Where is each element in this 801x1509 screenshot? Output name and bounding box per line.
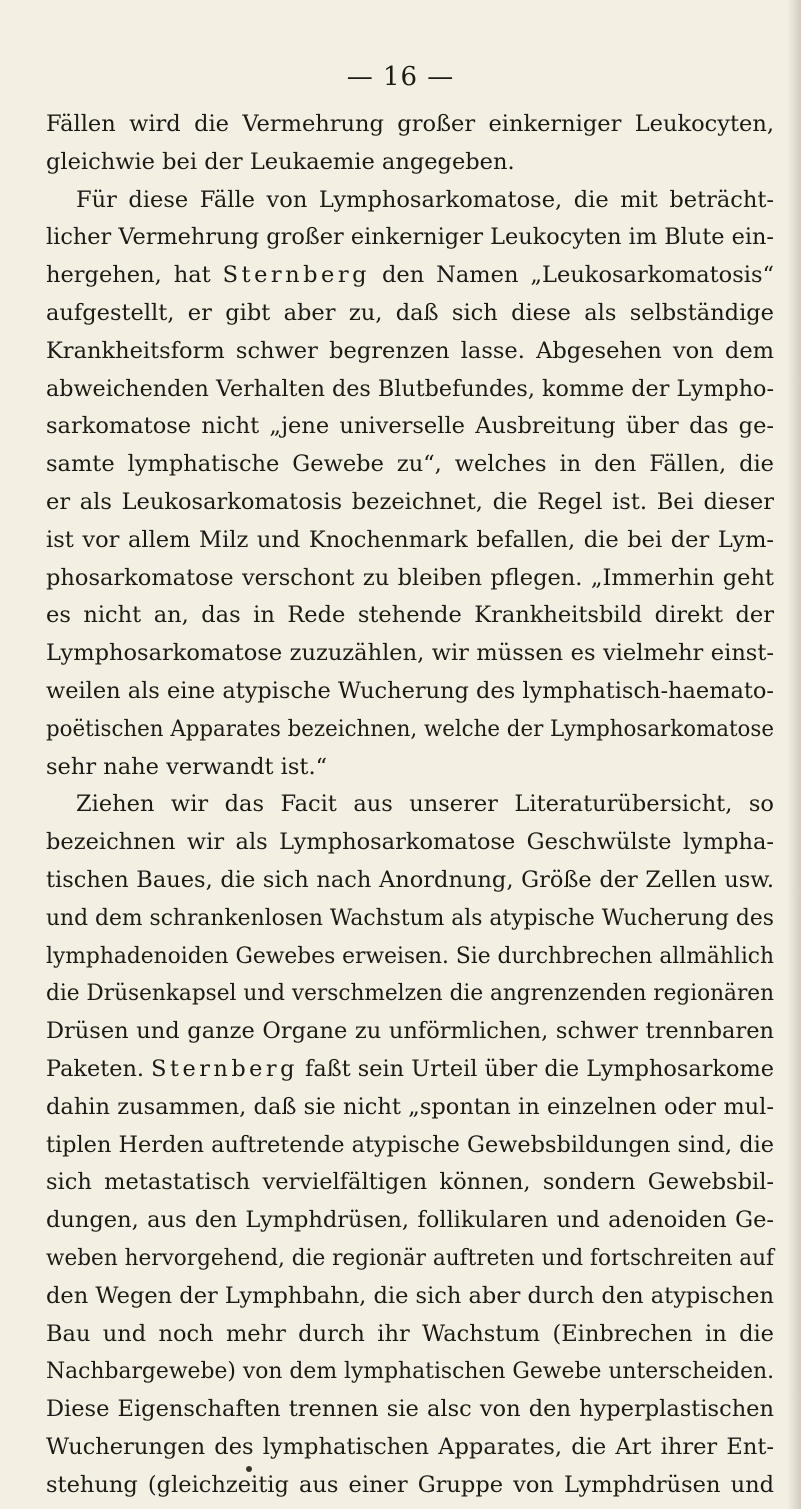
text-line: aufgestellt, er gibt aber zu, daß sich diese als selbständige [46, 299, 774, 326]
text-line: poëtischen Apparates bezeichnen, welche der Lymphosarkomatose [46, 715, 774, 742]
text-line: Bau und noch mehr durch ihr Wachstum (Einbrechen in die [46, 1320, 774, 1347]
text-line: Wucherungen des lymphatischen Apparates, die Art ihrer Ent- [46, 1433, 774, 1460]
text-line: Ziehen wir das Facit aus unserer Literaturübersicht, so [76, 791, 774, 818]
text-line: samte lymphatische Gewebe zu“, welches in den Fällen, die [46, 451, 774, 478]
text-line: weilen als eine atypische Wucherung des lymphatisch-haemato- [46, 677, 774, 704]
text-line: sich metastatisch vervielfältigen können, sondern Gewebsbil- [46, 1169, 774, 1196]
page-number: — 16 — [346, 62, 455, 92]
text-line: Drüsen und ganze Organe zu unförmlichen, schwer trennbaren [46, 1018, 775, 1045]
text-line: bezeichnen wir als Lymphosarkomatose Geschwülste lympha- [46, 829, 775, 856]
text-line: Paketen. Sternberg faßt sein Urteil über die Lymphosarkome [46, 1055, 774, 1082]
ink-speck [246, 1466, 252, 1472]
text-line: sehr nahe verwandt ist.“ [46, 753, 328, 780]
text-line: die Drüsenkapsel und verschmelzen die angrenzenden regionären [46, 980, 775, 1007]
text-line: und dem schrankenlosen Wachstum als atypische Wucherung des [46, 904, 775, 931]
text-line: Fällen wird die Vermehrung großer einkerniger Leukocyten, [46, 111, 774, 137]
text-line: es nicht an, das in Rede stehende Krankheitsbild direkt der [46, 602, 775, 629]
text-line: licher Vermehrung großer einkerniger Leukocyten im Blute ein- [46, 224, 774, 251]
author-name: Sternberg [222, 262, 371, 289]
text-line: dungen, aus den Lymphdrüsen, follikularen und adenoiden Ge- [46, 1207, 774, 1234]
text-line: den Wegen der Lymphbahn, die sich aber durch den atypischen [46, 1282, 774, 1309]
text-line: abweichenden Verhalten des Blutbefundes, komme der Lympho- [46, 375, 774, 402]
text-line: phosarkomatose verschont zu bleiben pflegen. „Immerhin geht [46, 564, 774, 591]
text-line: Diese Eigenschaften trennen sie alsc von den hyperplastischen [46, 1396, 774, 1423]
text-line: sarkomatose nicht „jene universelle Ausbreitung über das ge- [46, 413, 774, 440]
text-line: lymphadenoiden Gewebes erweisen. Sie durchbrechen allmählich [46, 942, 774, 969]
text-line: er als Leukosarkomatosis bezeichnet, die Regel ist. Bei dieser [46, 488, 774, 515]
text-line: tiplen Herden auftretende atypische Gewebsbildungen sind, die [46, 1131, 775, 1158]
text-line: Krankheitsform schwer begrenzen lasse. Abgesehen von dem [46, 337, 774, 364]
text-line: stehung (gleichzeitig aus einer Gruppe von Lymphdrüsen und [46, 1471, 774, 1498]
author-name: Sternberg [151, 1055, 298, 1082]
text-line: Nachbargewebe) von dem lymphatischen Gewebe unterscheiden. [46, 1358, 775, 1385]
text-line: weben hervorgehend, die regionär auftreten und fortschreiten auf [46, 1244, 774, 1271]
text-line: hergehen, hat Sternberg den Namen „Leukosarkomatosis“ [46, 262, 775, 289]
text-line: dahin zusammen, daß sie nicht „spontan in einzelnen oder mul- [46, 1093, 774, 1120]
text-line: tischen Baues, die sich nach Anordnung, Größe der Zellen usw. [46, 866, 774, 893]
text-line: gleichwie bei der Leukaemie angegeben. [46, 148, 515, 175]
text-line: Für diese Fälle von Lymphosarkomatose, die mit beträcht- [76, 186, 775, 213]
page-edge-shadow [787, 0, 801, 1509]
body-text [46, 106, 774, 1504]
text-line: ist vor allem Milz und Knochenmark befallen, die bei der Lym- [46, 526, 775, 553]
text-line: Lymphosarkomatose zuzuzählen, wir müssen es vielmehr einst- [46, 640, 774, 667]
